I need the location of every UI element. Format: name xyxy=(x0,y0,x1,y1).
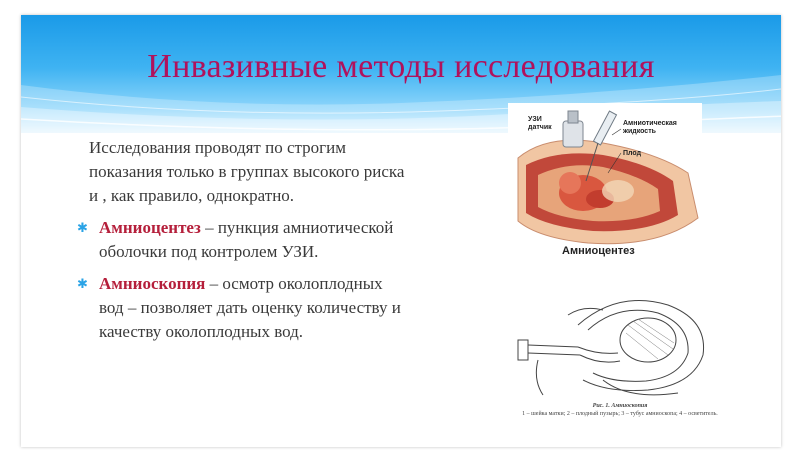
label-fetus: Плод xyxy=(623,150,642,157)
slide-body xyxy=(77,136,409,352)
amnioscopy-caption-text: 1 – шейка матки; 2 – плодный пузырь; 3 – тубус амниоскопа; 4 – осветитель. xyxy=(522,411,718,417)
amniocentesis-caption: Амниоцентез xyxy=(562,245,635,257)
term-amniocentesis: Амниоцентез xyxy=(99,218,201,237)
label-sensor: датчик xyxy=(528,124,552,131)
asterisk-bullet-icon: ✱ xyxy=(77,220,88,235)
label-uzi: УЗИ xyxy=(528,116,542,123)
amnioscopy-caption-title: Рис. 1. Амниоскопия xyxy=(592,403,648,409)
amnioscopy-illustration xyxy=(508,285,718,405)
amniocentesis-illustration xyxy=(508,103,702,263)
definition-amnioscopy: – осмотр околоплодных вод – позволяет дать оценку количеству и качеству околоплодных вод. xyxy=(99,274,401,341)
bullet-amnioscopy xyxy=(77,272,409,344)
bullet-amniocentesis xyxy=(77,216,409,264)
label-amniotic-fluid-2: жидкость xyxy=(623,128,656,135)
amnioscopy-caption xyxy=(510,402,730,418)
definition-amniocentesis: – пункция амниотической оболочки под контролем УЗИ. xyxy=(99,218,394,261)
page-title: Инвазивные методы исследования xyxy=(147,48,655,85)
label-amniotic-fluid-1: Амниотическая xyxy=(623,120,677,127)
intro-text: Исследования проводят по строгим показания только в группах высокого риска и , как правило, однократно. xyxy=(89,138,405,205)
term-amnioscopy: Амниоскопия xyxy=(99,274,206,293)
asterisk-bullet-icon: ✱ xyxy=(77,276,88,291)
